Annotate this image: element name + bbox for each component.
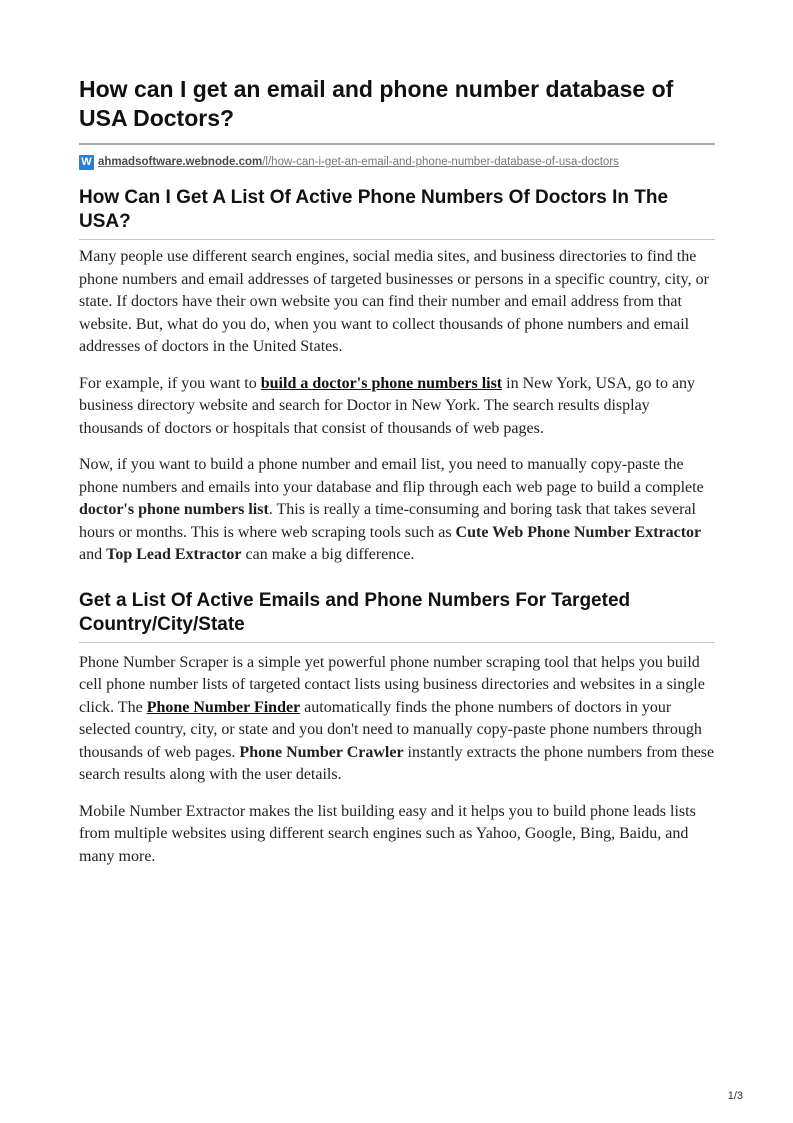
section2-paragraph-1 — [79, 652, 715, 787]
page-number: 1/3 — [727, 1090, 743, 1102]
text-span: For example, if you want to — [79, 374, 261, 392]
section1-heading: How Can I Get A List Of Active Phone Numbers Of Doctors In The USA? — [79, 186, 715, 240]
bold-text: Phone Number Crawler — [239, 743, 404, 761]
text-span: and — [79, 546, 107, 563]
text-span: instantly extracts the phone numbers from these search results along with the user details. — [79, 743, 715, 783]
text-span: can make a big difference. — [241, 546, 415, 563]
doctor-phone-list-link[interactable]: build a doctor's phone numbers list — [260, 374, 503, 392]
phone-number-finder-link[interactable]: Phone Number Finder — [146, 698, 301, 716]
text-span: automatically finds the phone numbers of doctors in your selected country, city, or state and you don't need to manually copy-paste phone numbers through thousands of web pages. — [79, 698, 702, 761]
bold-text: doctor's phone numbers list — [79, 501, 269, 518]
text-span: in New York, USA, go to any business directory website and search for Doctor in New York. The search results display thousands of doctors or hospitals that consist of thousands of web pages. — [79, 374, 696, 437]
source-domain: ahmadsoftware.webnode.com — [98, 156, 263, 168]
section1-paragraph-1: Many people use different search engines, social media sites, and business directories to find the phone numbers and email addresses of targeted businesses or persons in a specific country, city, or state. If doctors have their own website you can find their number and email address from that website. But, what do you do, when you want to collect thousands of phone numbers and email addresses of doctors in the United States. — [79, 248, 709, 355]
text-span: . This is really a time-consuming and boring task that takes several hours or months. This is where web scraping tools such as — [79, 501, 696, 541]
section2-paragraph-2: Mobile Number Extractor makes the list building easy and it helps you to build phone leads lists from multiple websites using different search engines such as Yahoo, Google, Bing, Baidu, and many more. — [79, 802, 696, 865]
bold-text: Top Lead Extractor — [106, 546, 242, 563]
text-span: Now, if you want to build a phone number and email list, you need to manually copy-paste the phone numbers and emails into your database and flip through each web page to build a complete — [79, 456, 704, 496]
page-title: How can I get an email and phone number database of USA Doctors? — [79, 0, 715, 145]
section2-heading: Get a List Of Active Emails and Phone Numbers For Targeted Country/City/State — [79, 589, 715, 643]
webnode-icon: W — [79, 155, 94, 170]
section1-paragraph-3 — [79, 454, 715, 567]
source-link[interactable] — [98, 156, 619, 168]
text-span: Phone Number Scraper is a simple yet powerful phone number scraping tool that helps you build cell phone number lists of targeted contact lists using business directories and websites in a single click. The — [79, 653, 705, 716]
section1-paragraph-2 — [79, 373, 715, 441]
source-path: /l/how-can-i-get-an-email-and-phone-number-database-of-usa-doctors — [262, 156, 619, 168]
bold-text: Cute Web Phone Number Extractor — [455, 523, 702, 541]
document-page — [79, 0, 715, 868]
source-line — [79, 153, 715, 171]
